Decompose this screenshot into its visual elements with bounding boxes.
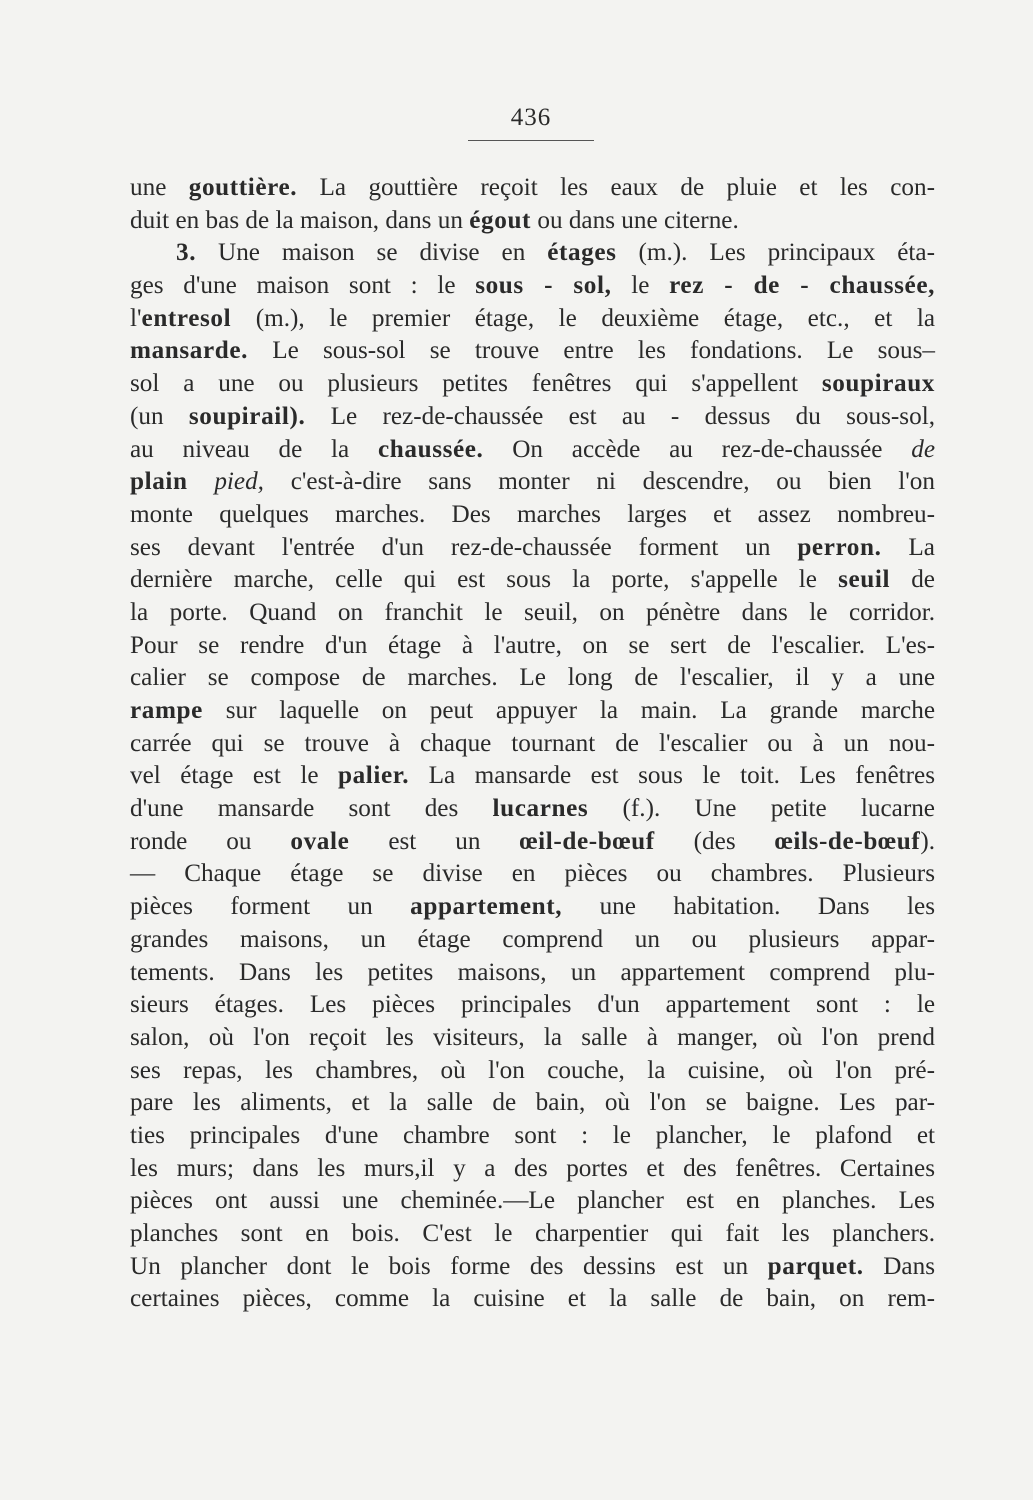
text-line: Pour se rendre d'un étage à l'autre, on se sert de l'escalier. L'es-: [130, 631, 935, 659]
text-line: pare les aliments, et la salle de bain, où l'on se baigne. Les par-: [130, 1089, 935, 1117]
text-line: duit en bas de la maison, dans un égout ou dans une citerne.: [130, 206, 739, 234]
body-text: [130, 172, 935, 1316]
text-line: pièces ont aussi une cheminée.—Le plancher est en planches. Les: [130, 1187, 935, 1215]
text-line: l'entresol (m.), le premier étage, le deuxième étage, etc., et la: [130, 304, 935, 332]
page-number-rule: [468, 140, 594, 141]
text-line: salon, où l'on reçoit les visiteurs, la salle à manger, où l'on prend: [130, 1023, 935, 1051]
text-line: ses devant l'entrée d'un rez-de-chaussée forment un perron. La: [130, 533, 935, 561]
text-line: ronde ou ovale est un œil-de-bœuf (des œils-de-bœuf).: [130, 827, 935, 855]
text-line: pièces forment un appartement, une habitation. Dans les: [130, 893, 935, 921]
text-line: ties principales d'une chambre sont : le plancher, le plafond et: [130, 1121, 935, 1149]
text-line: planches sont en bois. C'est le charpentier qui fait les planchers.: [130, 1220, 935, 1247]
text-line: vel étage est le palier. La mansarde est sous le toit. Les fenêtres: [130, 762, 935, 790]
text-line: une gouttière. La gouttière reçoit les eaux de pluie et les con-: [130, 174, 935, 201]
text-line: plain pied, c'est-à-dire sans monter ni descendre, ou bien l'on: [130, 468, 935, 496]
text-line: au niveau de la chaussée. On accède au rez-de-chaussée de: [130, 435, 935, 463]
text-line: la porte. Quand on franchit le seuil, on pénètre dans le corridor.: [130, 598, 935, 626]
text-line: Un plancher dont le bois forme des dessins est un parquet. Dans: [130, 1252, 935, 1280]
text-line: sieurs étages. Les pièces principales d'un appartement sont : le: [130, 991, 935, 1019]
text-line: sol a une ou plusieurs petites fenêtres qui s'appellent soupiraux: [130, 370, 935, 398]
text-line: certaines pièces, comme la cuisine et la salle de bain, on rem-: [130, 1285, 935, 1313]
text-line: monte quelques marches. Des marches larges et assez nombreu-: [130, 500, 935, 528]
text-line: (un soupirail). Le rez-de-chaussée est au - dessus du sous-sol,: [130, 402, 936, 430]
text-line: calier se compose de marches. Le long de l'escalier, il y a une: [130, 664, 935, 692]
text-line: carrée qui se trouve à chaque tournant de l'escalier ou à un nou-: [130, 729, 935, 757]
page-number: 436: [510, 104, 552, 131]
text-line: ses repas, les chambres, où l'on couche, la cuisine, où l'on pré-: [130, 1056, 935, 1084]
text-line: grandes maisons, un étage comprend un ou plusieurs appar-: [130, 925, 935, 953]
text-line: d'une mansarde sont des lucarnes (f.). Une petite lucarne: [130, 795, 935, 823]
text-line: rampe sur laquelle on peut appuyer la main. La grande marche: [130, 697, 935, 724]
text-line: 3. Une maison se divise en étages (m.). Les principaux éta-: [176, 239, 935, 267]
text-line: tements. Dans les petites maisons, un appartement comprend plu-: [130, 958, 935, 986]
text-line: dernière marche, celle qui est sous la porte, s'appelle le seuil de: [130, 566, 935, 594]
text-line: — Chaque étage se divise en pièces ou chambres. Plusieurs: [130, 860, 935, 888]
text-line: les murs; dans les murs,il y a des portes et des fenêtres. Certaines: [130, 1154, 935, 1182]
text-line: mansarde. Le sous-sol se trouve entre les fondations. Le sous–: [130, 337, 935, 365]
text-line: ges d'une maison sont : le sous - sol, le rez - de - chaussée,: [130, 272, 935, 300]
